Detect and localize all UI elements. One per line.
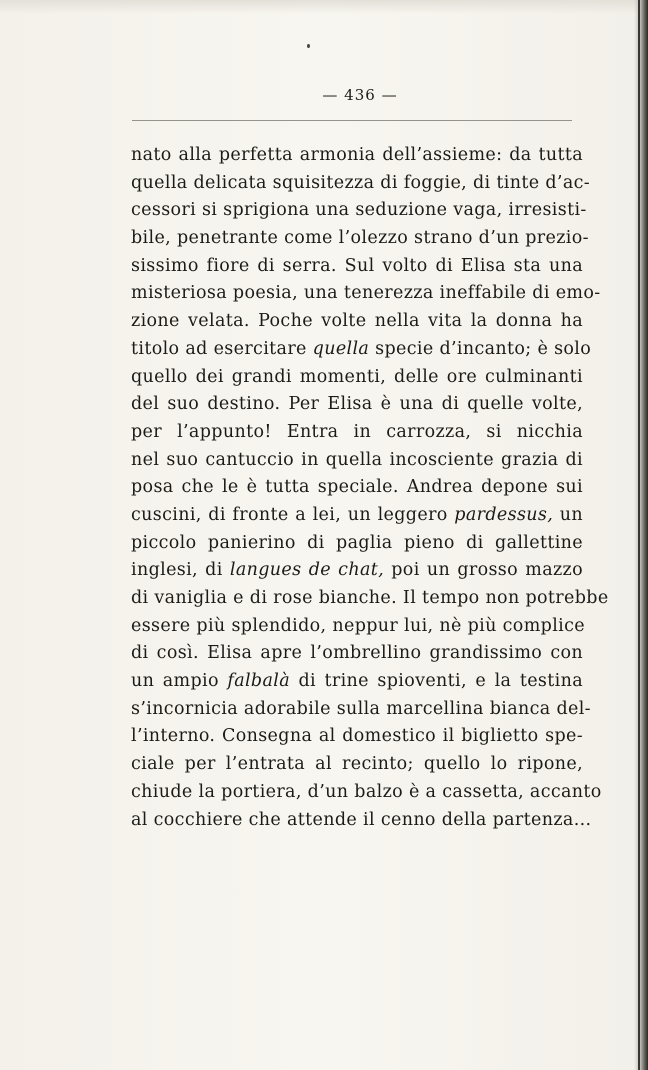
text-line [131,807,592,835]
text-segment: misteriosa poesia, una tenerezza ineffabile di emo- [131,283,601,304]
text-line [131,419,583,447]
italic-text: pardessus, [454,504,554,525]
text-segment: un [553,504,584,525]
book-binding-edge [634,0,648,1070]
text-segment: del suo destino. Per Elisa è una di quelle volte, [131,394,583,415]
page-number: — 436 — [322,86,398,104]
text-line [131,557,583,585]
text-segment: ciale per l’entrata al recinto; quello lo ripone, [131,754,583,775]
text-line [131,308,583,336]
text-segment: zione velata. Poche volte nella vita la donna ha [131,311,583,332]
text-line [131,474,583,502]
text-line [131,197,587,225]
text-line [131,779,602,807]
text-line [131,530,583,558]
text-line [131,696,591,724]
text-segment: nato alla perfetta armonia dell’assieme: da tutta [131,145,583,165]
text-line [131,640,583,668]
text-line [131,253,583,281]
text-segment: titolo ad esercitare [131,338,313,359]
text-segment: di trine spioventi, e la testina [290,671,583,692]
text-segment: s’incornicia adorabile sulla marcellina bianca del- [131,698,591,719]
text-segment: essere più splendido, neppur lui, nè più complice [131,615,585,636]
text-segment: posa che le è tutta speciale. Andrea depone sui [131,477,583,498]
text-line [131,280,601,308]
text-line [131,142,583,170]
text-segment: piccolo panierino di paglia pieno di gallettine [131,532,583,553]
text-segment: nel suo cantuccio in quella incosciente grazia di [131,449,583,470]
text-segment: inglesi, di [131,560,230,581]
text-line [131,751,583,779]
header-rule [132,120,572,121]
text-segment: bile, penetrante come l’olezzo strano d’un prezio- [131,228,589,249]
text-segment: cessori si sprigiona una seduzione vaga, irresisti- [131,200,587,221]
text-line [131,225,589,253]
italic-text: langues de chat, [229,560,385,581]
text-segment: al cocchiere che attende il cenno della partenza... [131,809,592,830]
text-line [131,391,583,419]
text-segment: per l’appunto! Entra in carrozza, si nicchia [131,421,583,442]
text-line [131,170,591,198]
text-line [131,585,609,613]
text-segment: di vaniglia e di rose bianche. Il tempo non potrebbe [131,588,609,608]
text-segment: specie d’incanto; è solo [369,338,592,359]
text-segment: l’interno. Consegna al domestico il biglietto spe- [131,726,583,747]
book-binding-line [638,0,640,1070]
text-line [131,613,583,641]
text-segment: quella delicata squisitezza di foggie, di tinte d’ac- [131,172,591,193]
text-segment: chiude la portiera, d’un balzo è a cassetta, accanto [131,781,602,802]
text-segment: di così. Elisa apre l’ombrellino grandissimo con [131,643,583,664]
text-line [131,447,583,475]
text-line [131,336,592,364]
text-segment: quello dei grandi momenti, delle ore culminanti [131,366,583,387]
page-top-shadow [0,0,648,14]
italic-text: quella [312,338,370,359]
text-segment: poi un grosso mazzo [384,560,583,581]
body-text [131,142,609,834]
text-segment: sissimo fiore di serra. Sul volto di Elisa sta una [131,255,583,276]
text-segment: un ampio [131,671,228,692]
text-line [131,364,583,392]
text-line [131,502,583,530]
text-line [131,668,583,696]
text-line [131,723,583,751]
italic-text: falbalà [227,671,290,692]
ink-speck [307,44,310,48]
text-segment: cuscini, di fronte a lei, un leggero [131,504,455,525]
